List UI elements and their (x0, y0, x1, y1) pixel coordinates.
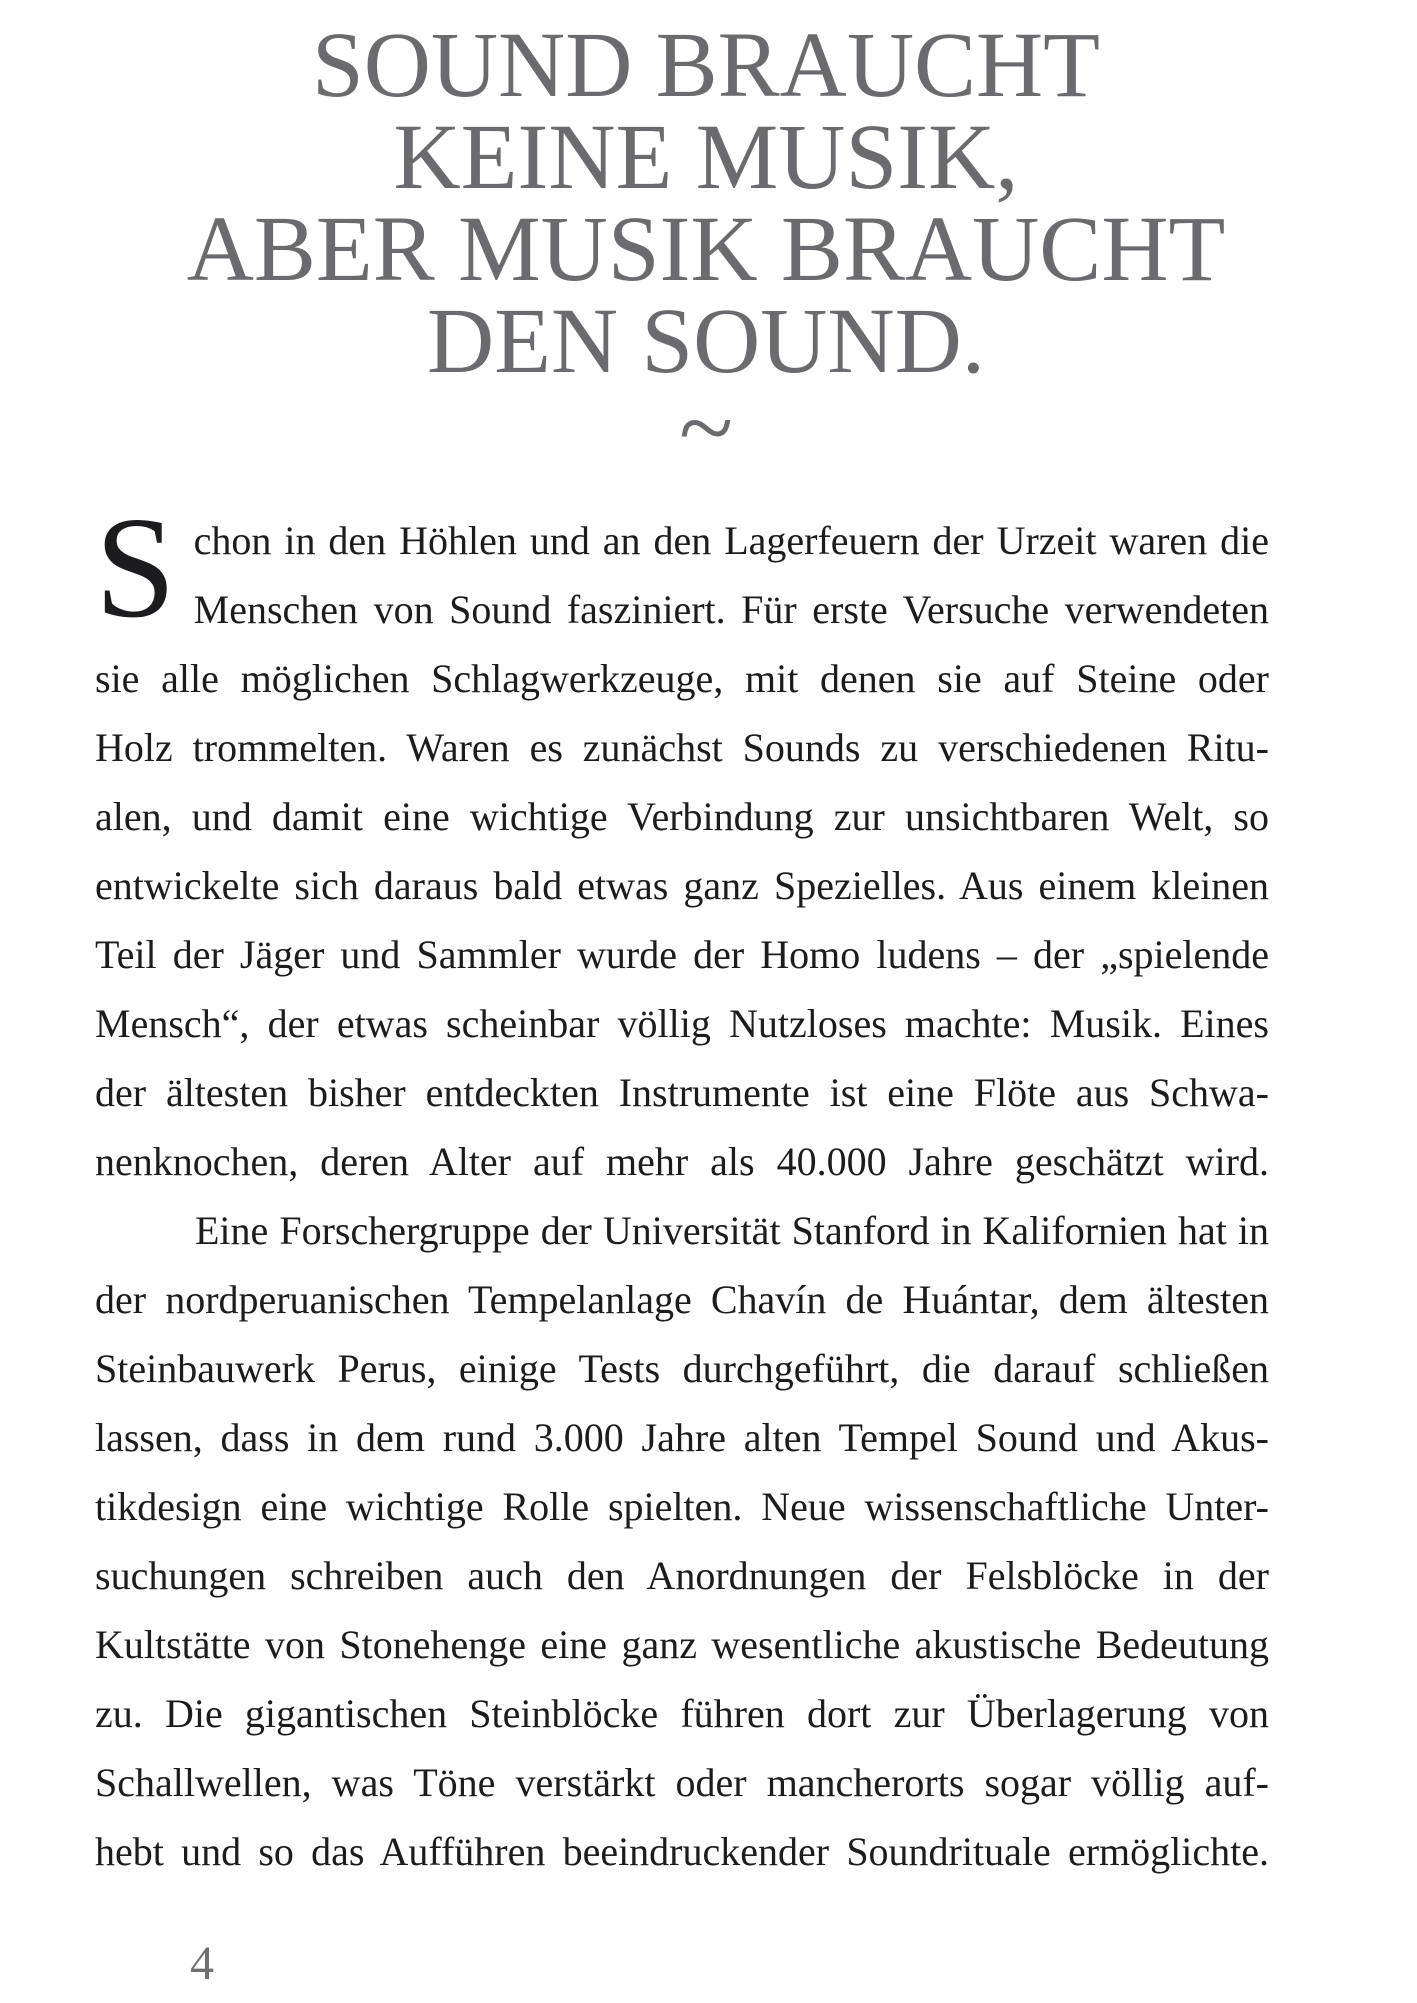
body-line: Eine Forschergruppe der Universität Stanford in Kalifornien hat in (195, 1208, 1269, 1253)
title-line-2: KEINE MUSIK, (393, 106, 1019, 209)
body-line: Schallwellen, was Töne verstärkt oder mancherorts sogar völlig auf- (95, 1760, 1269, 1805)
body-line: hebt und so das Aufführen beeindruckender Soundrituale ermöglichte. (95, 1829, 1269, 1874)
body-line: Teil der Jäger und Sammler wurde der Homo ludens – der „spielende (95, 932, 1269, 977)
body-line: nenknochen, deren Alter auf mehr als 40.000 Jahre geschätzt wird. (95, 1139, 1269, 1184)
body-line: Steinbauwerk Perus, einige Tests durchgeführt, die darauf schließen (95, 1346, 1269, 1391)
page-title (119, 14, 1293, 393)
page-number: 4 (190, 1937, 214, 1990)
article-body (95, 488, 1269, 1886)
tilde-divider: ~ (678, 372, 734, 483)
body-line: Menschen von Sound fasziniert. Für erste Versuche verwendeten (193, 587, 1269, 632)
title-line-3: ABER MUSIK BRAUCHT (186, 198, 1226, 301)
body-line: suchungen schreiben auch den Anordnungen der Felsblöcke in der (95, 1553, 1269, 1598)
body-line: Kultstätte von Stonehenge eine ganz wesentliche akustische Bedeutung (95, 1622, 1269, 1667)
text-column (95, 0, 1269, 1886)
body-line: zu. Die gigantischen Steinblöcke führen dort zur Überlagerung von (95, 1691, 1269, 1736)
body-line: der nordperuanischen Tempelanlage Chavín de Huántar, dem ältesten (95, 1277, 1269, 1322)
body-line: lassen, dass in dem rund 3.000 Jahre alten Tempel Sound und Akus- (95, 1415, 1269, 1460)
paragraph-1 (95, 488, 1269, 1196)
body-line: Holz trommelten. Waren es zunächst Sounds zu verschiedenen Ritu- (95, 725, 1269, 770)
title-line-1: SOUND BRAUCHT (311, 14, 1100, 117)
drop-cap: S (95, 488, 176, 648)
body-line: tikdesign eine wichtige Rolle spielten. Neue wissenschaftliche Unter- (95, 1484, 1269, 1529)
body-line: alen, und damit eine wichtige Verbindung zur unsichtbaren Welt, so (95, 794, 1269, 839)
body-line: Mensch“, der etwas scheinbar völlig Nutzloses machte: Musik. Eines (95, 1001, 1269, 1046)
title-line-4: DEN SOUND. (427, 290, 985, 393)
body-line: sie alle möglichen Schlagwerkzeuge, mit denen sie auf Steine oder (95, 656, 1269, 701)
body-line: chon in den Höhlen und an den Lagerfeuern der Urzeit waren die (193, 518, 1269, 563)
body-line: der ältesten bisher entdeckten Instrumente ist eine Flöte aus Schwa- (95, 1070, 1269, 1115)
body-line: entwickelte sich daraus bald etwas ganz Spezielles. Aus einem kleinen (95, 863, 1269, 908)
paragraph-2 (95, 1196, 1269, 1886)
